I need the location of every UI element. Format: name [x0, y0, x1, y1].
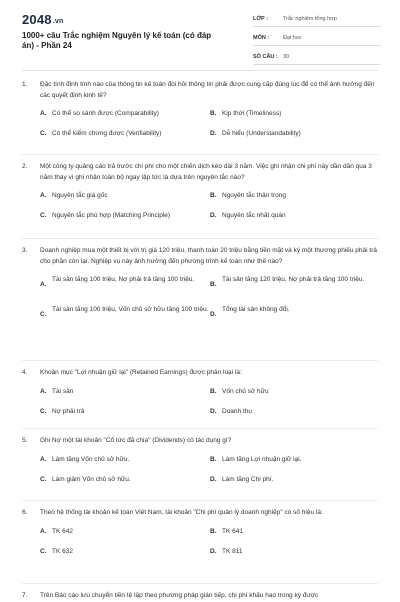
option-text: Dễ hiểu (Understandability): [222, 130, 301, 137]
option-d[interactable]: [210, 305, 380, 325]
question-number: 1.: [22, 81, 28, 88]
option-d[interactable]: [210, 475, 380, 485]
option-letter: A.: [40, 387, 47, 395]
option-a[interactable]: [40, 109, 210, 119]
question-4: [22, 368, 378, 417]
question-text: Khoản mục "Lợi nhuận giữ lại" (Retained Earnings) được phân loại là:: [40, 369, 242, 376]
document-header: [0, 0, 400, 68]
option-b[interactable]: [210, 275, 380, 295]
question-stem: [22, 508, 378, 519]
question-divider: [22, 428, 378, 429]
question-3: [22, 246, 378, 325]
question-stem: [22, 368, 378, 379]
site-logo[interactable]: [22, 12, 63, 27]
meta-label: SỐ CÂU :: [253, 54, 278, 60]
option-d[interactable]: [210, 407, 380, 417]
question-number: 2.: [22, 163, 28, 170]
option-a[interactable]: [40, 191, 210, 201]
meta-row-count: [253, 50, 381, 65]
option-text: Làm tăng Lợi nhuận giữ lại.: [222, 455, 302, 463]
option-letter: A.: [40, 192, 47, 199]
option-text: Có thể kiểm chứng được (Verifiability): [52, 130, 162, 137]
question-text: Ghi Nợ một tài khoản "Cổ tức đã chia" (Dividends) có tác dụng gì?: [40, 437, 232, 444]
option-a[interactable]: [40, 387, 210, 397]
option-text: Nguyên tắc thận trọng: [222, 192, 286, 199]
question-divider: [22, 500, 378, 501]
option-text: Nguyên tắc phù hợp (Matching Principle): [52, 212, 171, 219]
question-divider: [22, 154, 378, 155]
options-group: [22, 455, 378, 485]
question-number: 5.: [22, 437, 28, 444]
option-letter: A.: [40, 455, 47, 463]
option-text: TK 811: [222, 547, 243, 555]
option-letter: C.: [40, 130, 47, 137]
option-c[interactable]: [40, 547, 210, 557]
meta-label: MÔN :: [253, 35, 270, 41]
option-letter: C.: [40, 212, 47, 219]
document-meta: [253, 12, 381, 69]
option-a[interactable]: [40, 455, 210, 465]
meta-value: 30: [283, 54, 290, 60]
option-text: Nguyên tắc giá gốc: [52, 192, 108, 199]
option-letter: C.: [40, 547, 47, 555]
option-c[interactable]: [40, 475, 210, 485]
option-c[interactable]: [40, 305, 210, 325]
option-letter: B.: [210, 527, 217, 535]
meta-value: Trắc nghiệm tổng hợp: [283, 16, 337, 22]
option-letter: C.: [40, 407, 47, 415]
question-5: [22, 436, 378, 485]
option-letter: B.: [210, 192, 217, 199]
meta-label: LỚP :: [253, 16, 268, 22]
option-text: Nguyên tắc nhất quán: [222, 212, 286, 219]
question-1: [22, 80, 378, 139]
option-text: TK 642: [52, 527, 73, 535]
option-a[interactable]: [40, 527, 210, 537]
option-letter: B.: [210, 281, 217, 288]
option-text: Nợ phải trả: [52, 407, 85, 415]
question-stem: [22, 162, 378, 183]
options-group: [22, 275, 378, 325]
question-2: [22, 162, 378, 221]
question-number: 6.: [22, 509, 28, 516]
option-text: TK 632: [52, 547, 73, 555]
option-letter: B.: [210, 455, 217, 463]
options-group: [22, 109, 378, 139]
question-number: 3.: [22, 247, 28, 254]
option-letter: D.: [210, 130, 217, 137]
option-a[interactable]: [40, 275, 210, 295]
meta-value: Đại học: [283, 35, 302, 41]
options-group: [22, 387, 378, 417]
question-text: Một công ty quảng cáo trả trước chi phí cho một chiến dịch kéo dài 3 năm. Việc ghi nhận chi phí này dần dần qua 3 năm thay vì ghi nhận toàn bộ ngay lập tức là dựa trên nguyên tắc nào?: [40, 163, 372, 181]
question-6: [22, 508, 378, 557]
option-letter: C.: [40, 475, 47, 483]
option-letter: B.: [210, 110, 217, 117]
question-stem: [22, 436, 378, 447]
options-group: [22, 191, 378, 221]
option-letter: B.: [210, 387, 217, 395]
option-text: Có thể so sánh được (Comparability): [52, 110, 159, 117]
option-letter: C.: [40, 311, 47, 318]
page-title: 1000+ câu Trắc nghiệm Nguyên lý kế toán (có đáp án) - Phần 24: [22, 31, 212, 50]
option-c[interactable]: [40, 211, 210, 221]
question-divider: [22, 238, 378, 239]
option-letter: D.: [210, 475, 217, 483]
question-divider: [22, 583, 378, 584]
options-group: [22, 527, 378, 557]
question-divider: [22, 360, 378, 361]
question-text: Trên Báo cáo lưu chuyển tiền tệ lập theo phương pháp gián tiếp, chi phí khấu hao trong kỳ được: [40, 592, 319, 599]
question-number: 7.: [22, 592, 28, 599]
meta-row-subject: [253, 31, 381, 46]
option-letter: D.: [210, 547, 217, 555]
option-text: Làm giảm Vốn chủ sở hữu.: [52, 475, 131, 483]
option-letter: A.: [40, 527, 47, 535]
option-d[interactable]: [210, 547, 380, 557]
option-text: Làm tăng Vốn chủ sở hữu.: [52, 455, 130, 463]
option-b[interactable]: [210, 191, 380, 201]
option-text: Tài sản tăng 100 triệu, Vốn chủ sở hữu tăng 100 triệu.: [52, 306, 209, 313]
question-stem: [22, 80, 378, 101]
option-b[interactable]: [210, 455, 380, 465]
option-text: Doanh thu: [222, 407, 252, 415]
option-text: Tài sản tăng 120 triệu, Nợ phải trả tăng 100 triệu.: [222, 276, 365, 283]
option-text: Tổng tài sản không đổi.: [222, 306, 290, 313]
meta-row-class: [253, 12, 381, 27]
option-text: TK 641: [222, 527, 243, 535]
option-text: Vốn chủ sở hữu: [222, 387, 269, 395]
logo-main: 2048: [22, 12, 52, 27]
option-b[interactable]: [210, 387, 380, 397]
question-stem: [22, 246, 378, 267]
option-text: Tài sản tăng 100 triệu, Nợ phải trả tăng 100 triệu.: [52, 276, 195, 283]
option-b[interactable]: [210, 527, 380, 537]
option-text: Tài sản: [52, 387, 74, 395]
option-letter: A.: [40, 110, 47, 117]
option-letter: D.: [210, 212, 217, 219]
option-d[interactable]: [210, 129, 380, 139]
option-d[interactable]: [210, 211, 380, 221]
option-c[interactable]: [40, 129, 210, 139]
option-b[interactable]: [210, 109, 380, 119]
option-letter: D.: [210, 311, 217, 318]
logo-tld: .vn: [52, 18, 64, 25]
option-text: Làm tăng Chi phí.: [222, 475, 274, 483]
question-text: Đặc tính định tính nào của thông tin kế toán đòi hỏi thông tin phải được cung cấp đúng lúc để có thể ảnh hưởng đến các quyết định kinh tế?: [40, 81, 375, 99]
option-letter: D.: [210, 407, 217, 415]
header-divider: [22, 70, 378, 71]
option-c[interactable]: [40, 407, 210, 417]
question-number: 4.: [22, 369, 28, 376]
question-text: Theo hệ thống tài khoản kế toán Việt Nam, tài khoản "Chi phí quản lý doanh nghiệp" có số hiệu là:: [40, 509, 323, 516]
option-letter: A.: [40, 281, 47, 288]
option-text: Kịp thời (Timeliness): [222, 110, 282, 117]
question-text: Doanh nghiệp mua một thiết bị với trị giá 120 triệu, thanh toán 20 triệu bằng tiền mặt và ký một thương phiếu phải trả cho phần còn lại. Nghiệp vụ này ảnh hưởng đến phương trình kế toán như thế nào?: [40, 247, 377, 265]
